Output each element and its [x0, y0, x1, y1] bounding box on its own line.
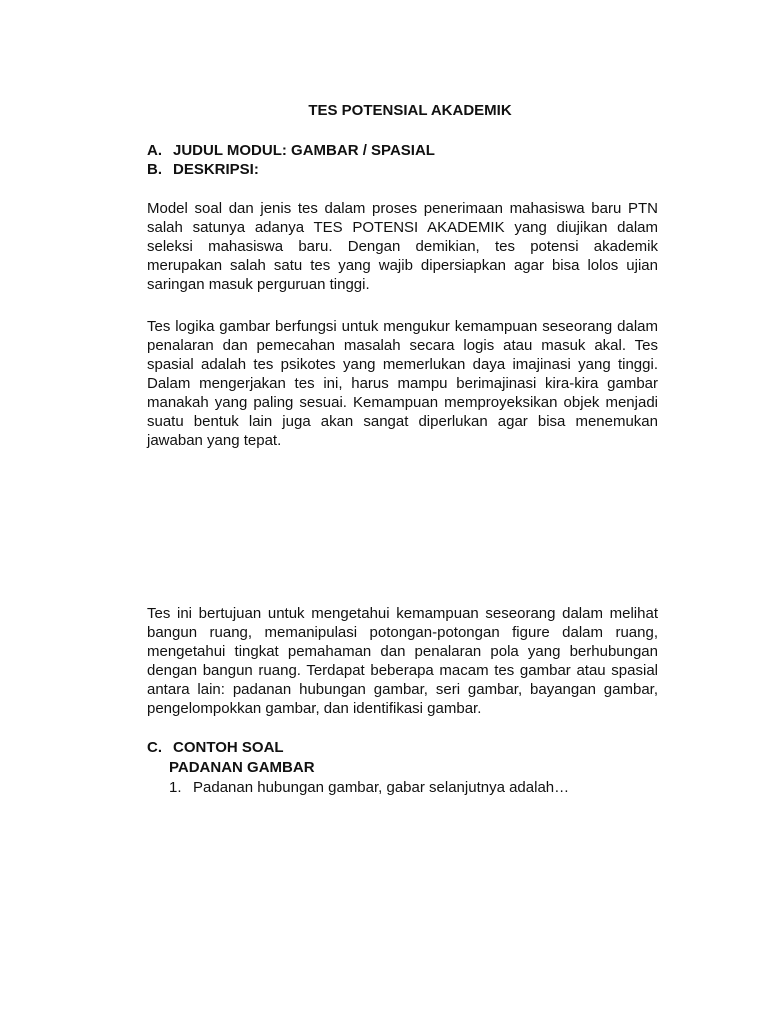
document-title: TES POTENSIAL AKADEMIK [308, 102, 512, 119]
section-b-label: DESKRIPSI: [173, 161, 259, 178]
section-b-marker: B. [147, 161, 162, 178]
paragraph-2: Tes logika gambar berfungsi untuk mengukur kemampuan seseorang dalam penalaran dan pemecahan masalah secara logis atau masuk akal. Tes spasial adalah tes psikotes yang memerlukan daya imajinasi yang tinggi. Dalam mengerjakan tes ini, harus mampu berimajinasi kira-kira gambar manakah yang paling sesuai. Kemampuan memproyeksikan objek menjadi suatu bentuk lain juga akan sangat diperlukan agar bisa menemukan jawaban yang tepat. [147, 318, 658, 449]
section-c-label: CONTOH SOAL [173, 739, 284, 756]
section-b-heading [147, 160, 259, 179]
paragraph-1: Model soal dan jenis tes dalam proses penerimaan mahasiswa baru PTN salah satunya adanya TES POTENSI AKADEMIK yang diujikan dalam seleksi mahasiswa baru. Dengan demikian, tes potensi akademik merupakan salah satu tes yang wajib dipersiapkan agar bisa lolos ujian saringan masuk perguruan tinggi. [147, 200, 658, 293]
section-a-heading [147, 141, 435, 160]
paragraph-3: Tes ini bertujuan untuk mengetahui kemampuan seseorang dalam melihat bangun ruang, memanipulasi potongan-potongan figure dalam ruang, mengetahui tingkat pemahaman dan penalaran pola yang berhubungan dengan bangun ruang. Terdapat beberapa macam tes gambar atau spasial antara lain: padanan hubungan gambar, seri gambar, bayangan gambar, pengelompokkan gambar, dan identifikasi gambar. [147, 605, 658, 717]
section-c-marker: C. [147, 739, 162, 756]
section-a-marker: A. [147, 142, 162, 159]
section-c-heading [147, 738, 284, 757]
section-a-label: JUDUL MODUL: GAMBAR / SPASIAL [173, 142, 435, 159]
list-item-number: 1. [169, 779, 182, 796]
subheading-padanan-gambar: PADANAN GAMBAR [169, 759, 315, 776]
list-item-text: Padanan hubungan gambar, gabar selanjutnya adalah… [193, 779, 570, 796]
list-item [169, 778, 569, 797]
